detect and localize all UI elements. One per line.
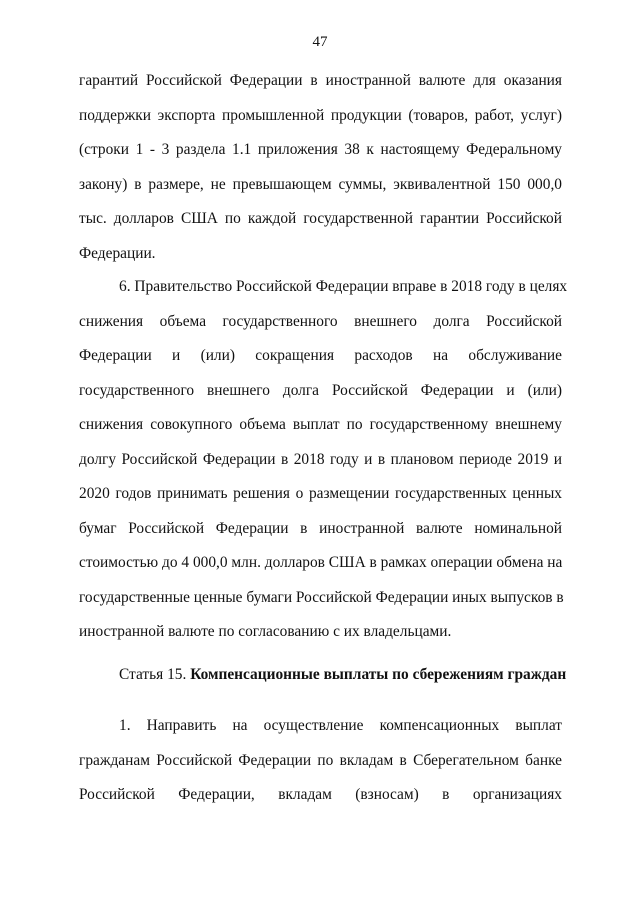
article-heading bbox=[119, 661, 567, 689]
text-line: 2020 годов принимать решения о размещении государственных ценных bbox=[79, 485, 562, 502]
text-line: снижения объема государственного внешнего долга Российской bbox=[79, 312, 562, 330]
text-line: Федерации. bbox=[79, 244, 156, 262]
text-line: государственные ценные бумаги Российской Федерации иных выпусков в bbox=[79, 588, 564, 606]
page-number: 47 bbox=[312, 34, 328, 50]
paragraph-15-1 bbox=[79, 709, 562, 813]
text-line: (строки 1 - 3 раздела 1.1 приложения 38 к настоящему Федеральному bbox=[79, 141, 562, 158]
text-line: гарантий Российской Федерации в иностранной валюте для оказания bbox=[79, 72, 562, 89]
text-line: Федерации и (или) сокращения расходов на обслуживание bbox=[79, 347, 562, 364]
text-line: поддержки экспорта промышленной продукции (товаров, работ, услуг) bbox=[79, 106, 562, 124]
text-line: 1. Направить на осуществление компенсационных выплат bbox=[119, 717, 562, 734]
text-line: закону) в размере, не превышающем суммы, эквивалентной 150 000,0 bbox=[79, 175, 562, 193]
text-line: бумаг Российской Федерации в иностранной валюте номинальной bbox=[79, 519, 562, 537]
text-line: государственного внешнего долга Российской Федерации и (или) bbox=[79, 381, 562, 399]
text-line: снижения совокупного объема выплат по государственному внешнему bbox=[79, 416, 562, 433]
paragraph-continuation bbox=[79, 64, 562, 271]
text-line: гражданам Российской Федерации по вкладам в Сберегательном банке bbox=[79, 751, 562, 769]
text-line: иностранной валюте по согласованию с их владельцами. bbox=[79, 623, 452, 640]
paragraph-6 bbox=[79, 270, 568, 650]
text-line: Российской Федерации, вкладам (взносам) в организациях bbox=[79, 786, 562, 803]
text-line: тыс. долларов США по каждой государственной гарантии Российской bbox=[79, 210, 562, 227]
text-line: долгу Российской Федерации в 2018 году и в плановом периоде 2019 и bbox=[79, 450, 562, 468]
text-line: стоимостью до 4 000,0 млн. долларов США в рамках операции обмена на bbox=[79, 554, 563, 571]
article-title: Компенсационные выплаты по сбережениям граждан bbox=[190, 666, 567, 683]
article-number: Статья 15. bbox=[119, 666, 187, 683]
text-line: 6. Правительство Российской Федерации вправе в 2018 году в целях bbox=[119, 278, 568, 295]
